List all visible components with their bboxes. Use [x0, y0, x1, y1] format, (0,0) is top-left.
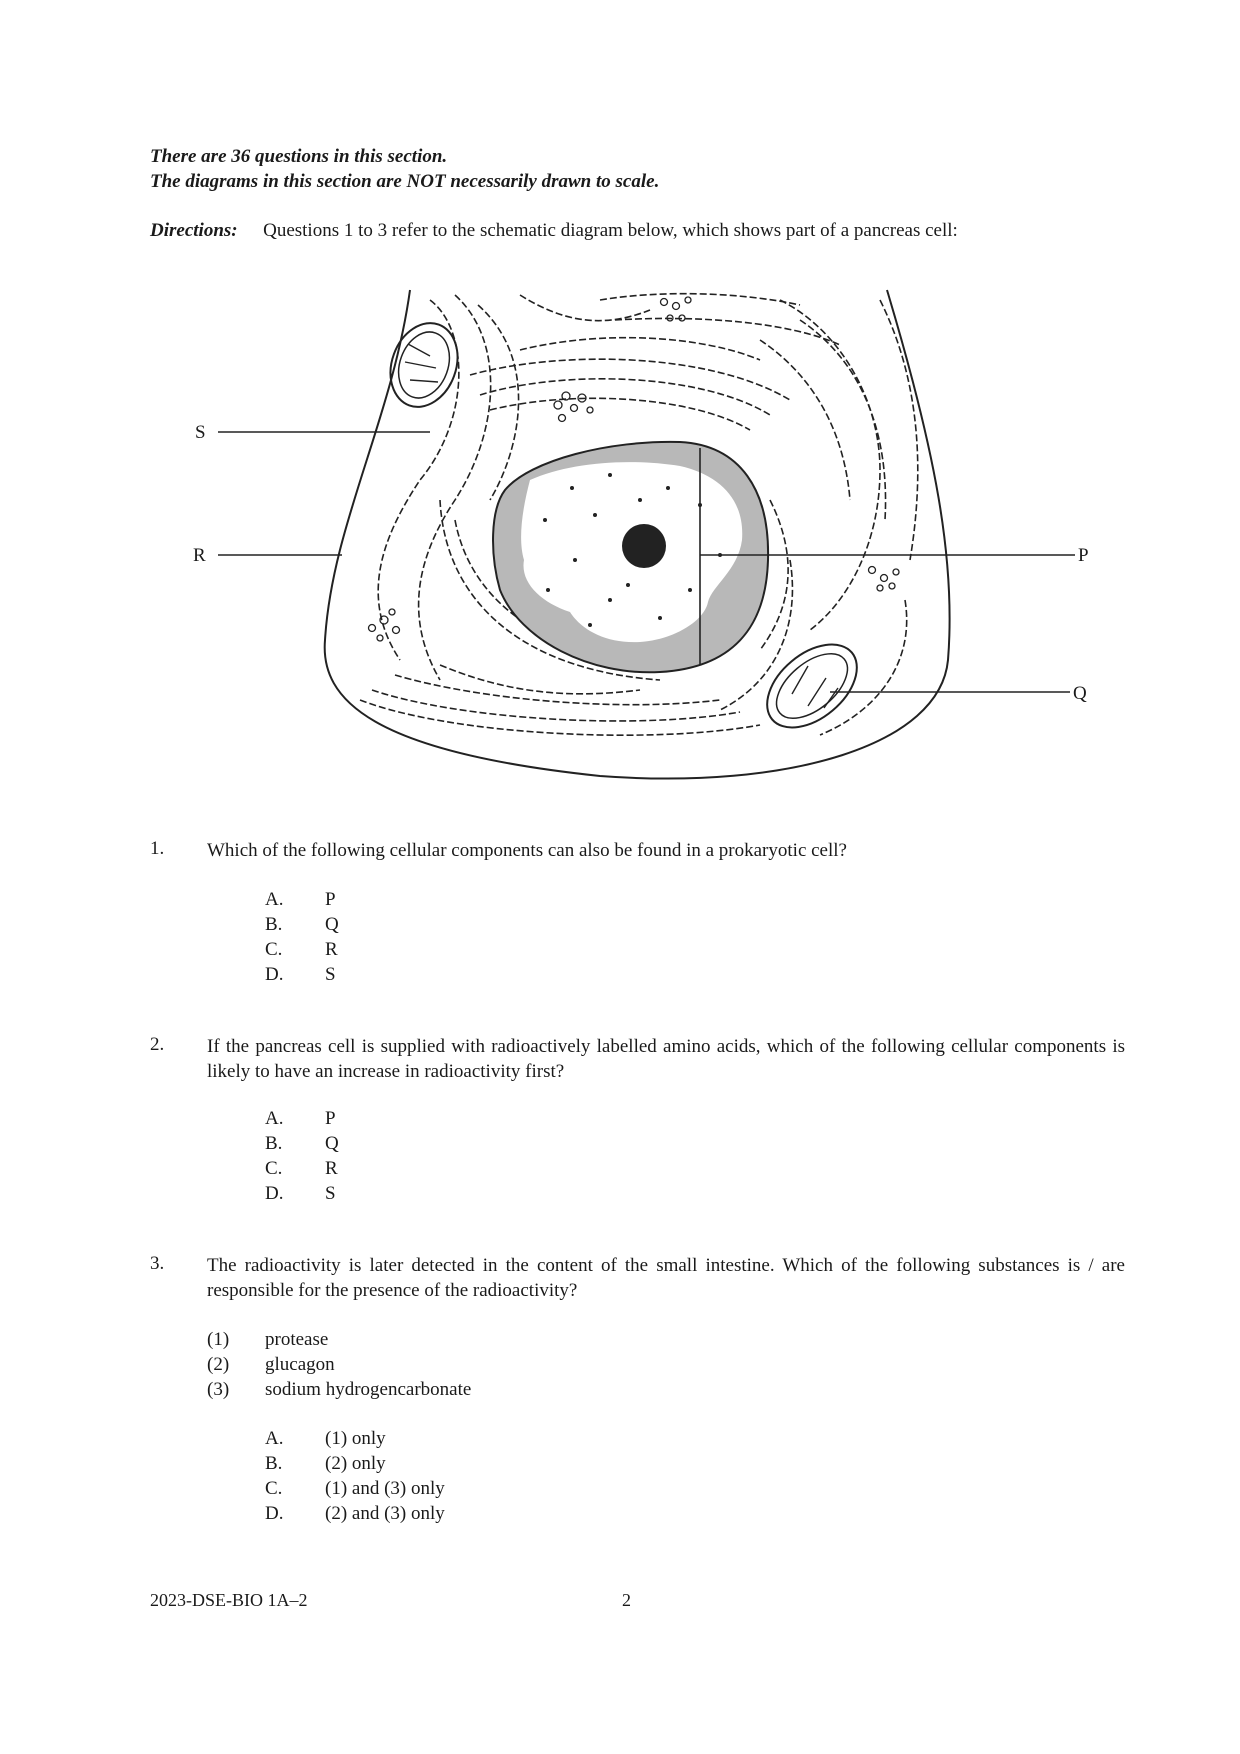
question-3-statement-1: (1) protease — [207, 1329, 329, 1350]
pancreas-cell-diagram — [0, 0, 1240, 800]
nucleus-p — [493, 442, 768, 672]
question-3-number: 3. — [150, 1253, 165, 1274]
question-1-option-d: D. S — [265, 964, 336, 985]
nucleolus — [622, 524, 666, 568]
question-3-text: The radioactivity is later detected in the content of the small intestine. Which of the following substances is / are responsible for the presence of the radioactivity? — [207, 1255, 1125, 1301]
question-2-option-a: A. P — [265, 1108, 336, 1129]
label-s: S — [195, 422, 206, 443]
question-2-option-d: D. S — [265, 1183, 336, 1204]
question-3-option-d: D. (2) and (3) only — [265, 1503, 445, 1524]
question-2-option-c: C. R — [265, 1158, 338, 1179]
mitochondrion-q — [752, 628, 873, 744]
question-3-option-c: C. (1) and (3) only — [265, 1478, 445, 1499]
question-3-option-a: A. (1) only — [265, 1428, 386, 1449]
question-3-statement-3: (3) sodium hydrogencarbonate — [207, 1379, 472, 1400]
question-2-option-b: B. Q — [265, 1133, 339, 1154]
label-p: P — [1078, 545, 1089, 566]
intro-line-2: The diagrams in this section are NOT necessarily drawn to scale. — [150, 171, 660, 192]
question-1-text: Which of the following cellular components can also be found in a prokaryotic cell? — [207, 840, 847, 861]
question-1-option-a: A. P — [265, 889, 336, 910]
directions-label: Directions: — [150, 220, 238, 241]
question-3-statement-2: (2) glucagon — [207, 1354, 335, 1375]
paper-code: 2023-DSE-BIO 1A–2 — [150, 1590, 308, 1610]
mitochondrion-s — [379, 314, 469, 417]
question-1-option-b: B. Q — [265, 914, 339, 935]
page-number: 2 — [622, 1590, 631, 1610]
question-1-option-c: C. R — [265, 939, 338, 960]
question-2-number: 2. — [150, 1034, 165, 1055]
question-2-text: If the pancreas cell is supplied with radioactively labelled amino acids, which of the following cellular components is likely to have an increase in radioactivity first? — [207, 1036, 1125, 1082]
label-r: R — [193, 545, 206, 566]
intro-line-1: There are 36 questions in this section. — [150, 146, 448, 167]
label-q: Q — [1073, 683, 1087, 704]
directions-text: Questions 1 to 3 refer to the schematic diagram below, which shows part of a pancreas cell: — [263, 220, 958, 241]
question-1-number: 1. — [150, 838, 165, 859]
question-3-option-b: B. (2) only — [265, 1453, 386, 1474]
